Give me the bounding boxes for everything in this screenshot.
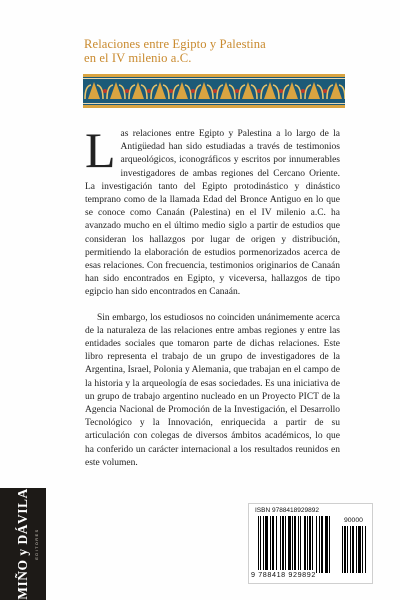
publisher-name: MIÑO y DÁVILA [15,488,30,600]
barcode-addon-bars [342,526,368,573]
blurb-paragraph-1-text: as relaciones entre Egipto y Palestina a lo largo de la Antigüedad han sido estudiadas a través de testimonios arqueológicos, iconográficos y escritos por innumerables investigadores de ambas regiones del Cercano Oriente. La investigación tanto del Egipto protodinástico y dinástico temprano como de la llamada Edad del Bronce Antiguo en lo que se conoce como Canaán (Palestina) en el IV milenio a.C. ha avanzado mucho en el último medio siglo a partir de estudios que consideran los hallazgos por lugar de origen y distribución, permitiendo la elaboración de estudios pormenorizados acerca de esas relaciones. Con frecuencia, testimonios originarios de Canaán han sido encontrados en Egipto, y viceversa, hallazgos de tipo egipcio han sido encontrados en Canaán. [85,129,340,298]
barcode-bars [258,516,338,573]
ean-digits: 9 788418 929892 [251,570,316,579]
blurb-paragraph-2: Sin embargo, los estudiosos no coinciden unánimemente acerca de la naturaleza de las relaciones entre ambas regiones y entre las entidades sociales que tomaron parte de dichas relaciones. Este libro representa el trabajo de un grupo de investigadores de la Argentina, Israel, Polonia y Alemania, que trabajan en el campo de la historia y la arqueología de esas sociedades. Es una iniciativa de un grupo de trabajo argentino nucleado en un Proyecto PICT de la Agencia Nacional de Promoción de la Investigación, el Desarrollo Tecnológico y la Innovación, enriquecida a partir de su articulación con colegas de diversos ámbitos académicos, lo que ha conferido un carácter internacional a los resultados reunidos en este volumen. [85,312,340,468]
barcode [248,503,373,584]
blurb-paragraph-1 [85,122,340,300]
egyptian-lotus-frieze-icon [83,74,345,108]
publisher-tagline: EDITORES [35,528,39,560]
price-code: 90000 [344,517,363,524]
blurb [85,122,340,482]
isbn-label: ISBN 9788418929892 [255,507,319,514]
book-title-line-1: Relaciones entre Egipto y Palestina [84,37,266,51]
publisher-logo [0,488,46,600]
drop-cap: L [85,122,116,178]
book-title-line-2: en el IV milenio a.C. [84,51,192,65]
book-title [84,37,344,65]
